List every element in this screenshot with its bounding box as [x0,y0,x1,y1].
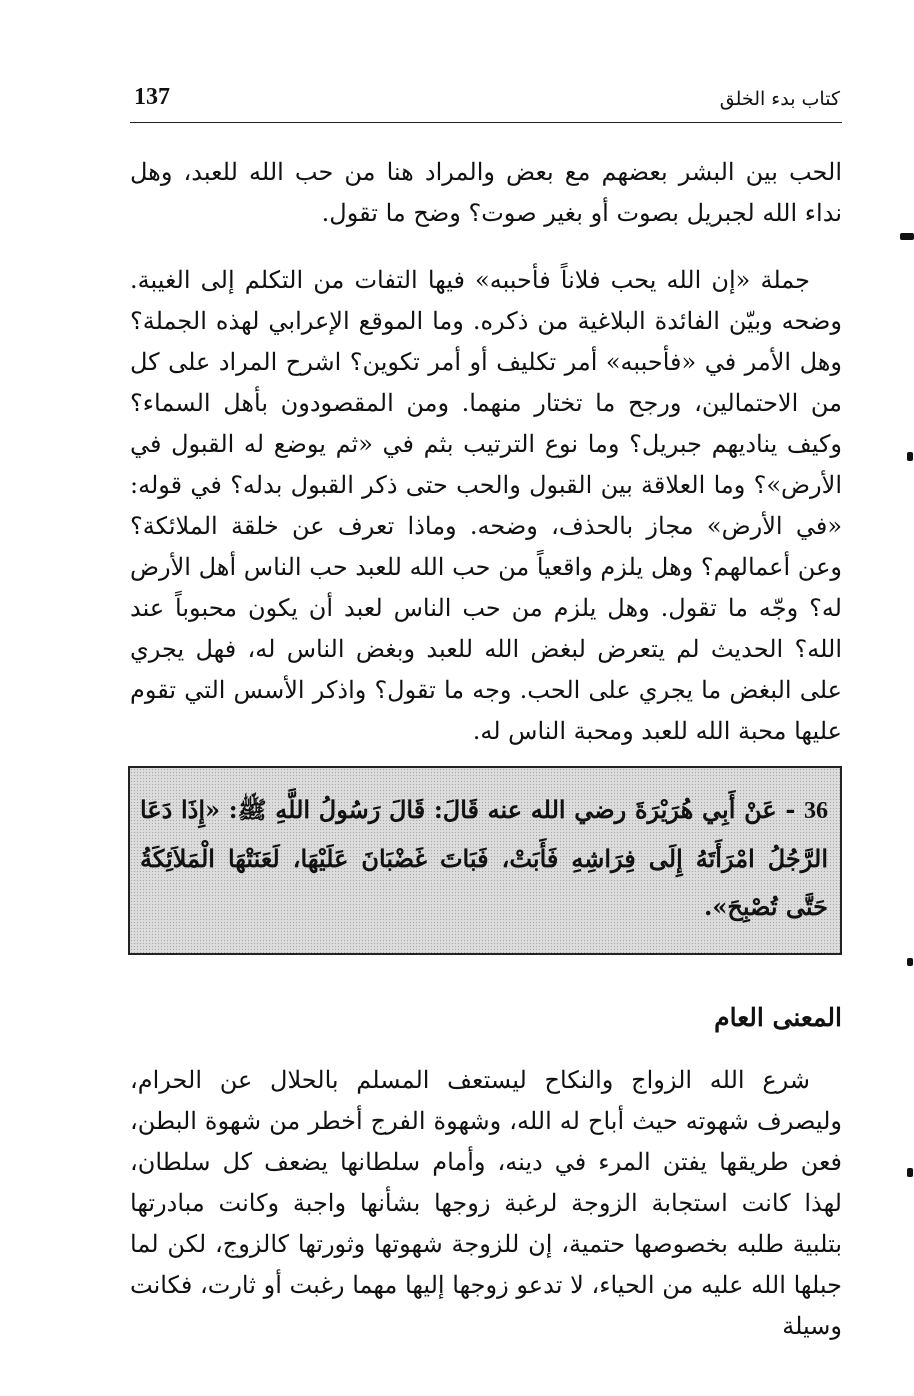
page-header [130,78,842,123]
page-number: 137 [134,84,170,110]
margin-mark [907,958,913,966]
hadith-text-block [134,786,836,931]
paragraph-general-meaning: شرع الله الزواج والنكاح ليستعف المسلم بالحلال عن الحرام، وليصرف شهوته حيث أباح له الله، وشهوة الفرج أخطر من شهوة البطن، فعن طريقها يفتن المرء في دينه، وأمام سلطانها يضعف كل سلطان، لهذا كانت استجابة الزوجة لرغبة زوجها بشأنها واجبة وكانت مبادرتها بتلبية طلبه بخصوصها حتمية، إن للزوجة شهوتها وثورتها كالزوج، لكن لما جبلها الله عليه من الحياء، لا تدعو زوجها إليها مهما رغبت أو ثارت، فكانت وسيلة [130,1066,842,1340]
margin-mark [907,452,913,461]
paragraph-questions: جملة «إن الله يحب فلاناً فأحببه» فيها التفات من التكلم إلى الغيبة. وضحه وبيّن الفائدة البلاغية من ذكره. وما الموقع الإعرابي لهذه الجملة؟ وهل الأمر في «فأحببه» أمر تكليف أو أمر تكوين؟ اشرح المراد على كل من الاحتمالين، ورجح ما تختار منهما. ومن المقصودون بأهل السماء؟ وكيف يناديهم جبريل؟ وما نوع الترتيب بثم في «ثم يوضع له القبول في الأرض»؟ وما العلاقة بين القبول والحب حتى ذكر القبول بدله؟ في قوله: «في الأرض» مجاز بالحذف، وضحه. وماذا تعرف عن خلقة الملائكة؟ وعن أعمالهم؟ وهل يلزم واقعياً من حب الله للعبد حب الناس أهل الأرض له؟ وجّه ما تقول. وهل يلزم من حب الناس لعبد أن يكون محبوباً عند الله؟ الحديث لم يتعرض لبغض الله للعبد وبغض الناس له، فهل يجري على البغض ما يجري على الحب. وجه ما تقول؟ واذكر الأسس التي تقوم عليها محبة الله للعبد ومحبة الناس له. [130,266,842,745]
hadith-box [128,766,842,955]
section-heading: المعنى العام [714,1003,842,1032]
hadith-number: 36 [804,798,828,824]
hadith-text: - عَنْ أَبِي هُرَيْرَةَ رضي الله عنه قَالَ: قَالَ رَسُولُ اللَّهِ ﷺ: «إِذَا دَعَا الرَّجُلُ امْرَأَتَهُ إِلَى فِرَاشِهِ فَأَبَتْ، فَبَاتَ غَضْبَانَ عَلَيْهَا، لَعَنَتْهَا الْمَلاَئِكَةُ حَتَّى تُصْبِحَ». [140,795,828,921]
paragraph-question-intro: الحب بين البشر بعضهم مع بعض والمراد هنا من حب الله للعبد، وهل نداء الله لجبريل بصوت أو بغير صوت؟ وضح ما تقول. [130,158,842,227]
margin-mark [900,233,914,240]
running-title: كتاب بدء الخلق [719,88,840,110]
page-content [130,152,842,1347]
margin-mark [907,1168,913,1177]
